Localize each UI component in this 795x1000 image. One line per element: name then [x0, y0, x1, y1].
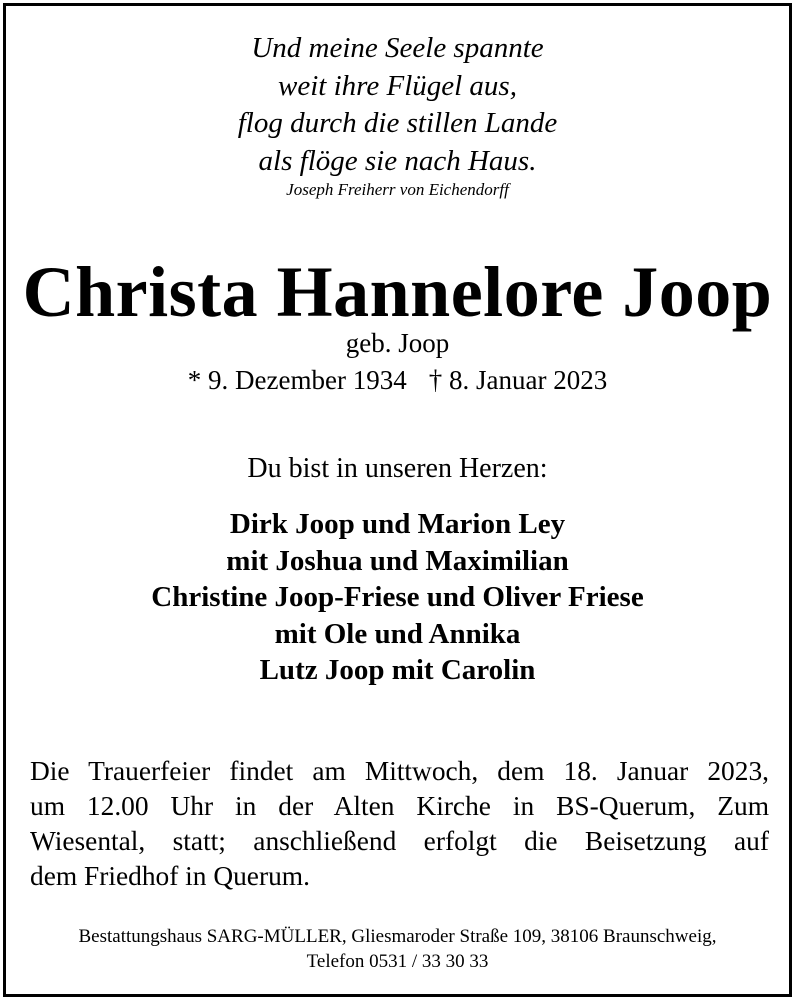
mourner-line: mit Ole und Annika — [274, 617, 521, 650]
service-announcement — [30, 754, 769, 894]
service-line: dem Friedhof in Querum. — [30, 861, 310, 891]
maiden-name: geb. Joop — [345, 328, 450, 358]
mourner-line: mit Joshua und Maximilian — [226, 544, 569, 577]
funeral-home-address: Bestattungshaus SARG-MÜLLER, Gliesmaroder Straße 109, 38106 Braunschweig, — [78, 926, 717, 947]
death-date: † 8. Januar 2023 — [428, 365, 608, 395]
funeral-home-footer — [0, 924, 795, 974]
mourner-line: Christine Joop-Friese und Oliver Friese — [151, 581, 644, 614]
poem-author: Joseph Freiherr von Eichendorff — [286, 180, 509, 199]
service-line: Die Trauerfeier findet am Mittwoch, dem 18. Januar 2023, — [30, 756, 769, 786]
mourners-list — [0, 506, 795, 689]
funeral-home-phone: Telefon 0531 / 33 30 33 — [306, 951, 489, 972]
life-dates — [0, 363, 795, 397]
mourners-intro: Du bist in unseren Herzen: — [247, 453, 548, 484]
deceased-name: Christa Hannelore Joop — [22, 252, 773, 332]
service-line: um 12.00 Uhr in der Alten Kirche in BS-Querum, Zum — [30, 791, 769, 821]
poem-line: flog durch die stillen Lande — [237, 107, 558, 139]
poem-line: Und meine Seele spannte — [251, 32, 544, 64]
poem-line: als flöge sie nach Haus. — [258, 144, 537, 177]
mourner-line: Dirk Joop und Marion Ley — [229, 508, 566, 540]
birth-date: * 9. Dezember 1934 — [187, 365, 407, 395]
poem — [0, 30, 795, 200]
poem-line: weit ihre Flügel aus, — [278, 69, 517, 102]
service-line: Wiesental, statt; anschließend erfolgt die Beisetzung auf — [30, 826, 769, 856]
mourner-line: Lutz Joop mit Carolin — [259, 654, 536, 687]
